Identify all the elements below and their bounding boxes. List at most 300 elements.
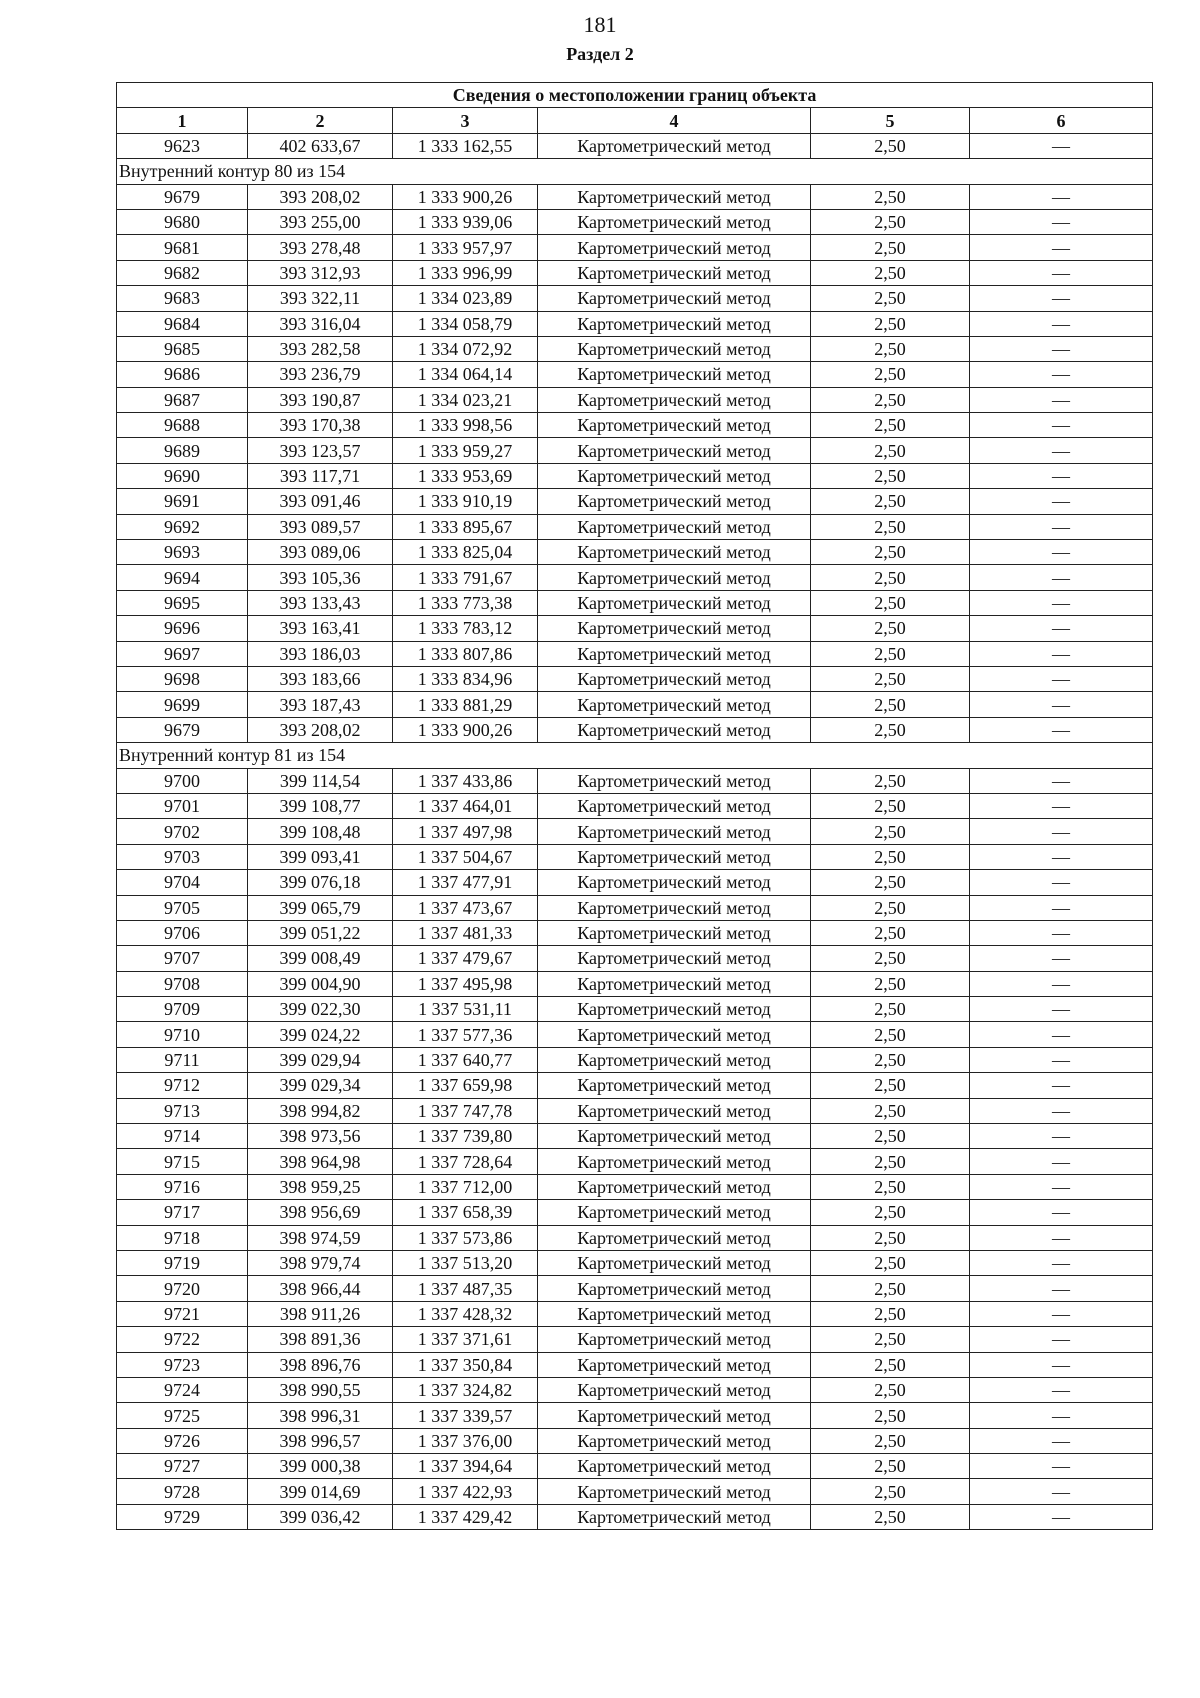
accuracy-cell: 2,50 [811, 540, 970, 565]
point-number-cell: 9701 [117, 793, 248, 818]
table-row [117, 1276, 1153, 1301]
description-cell: — [970, 1479, 1153, 1504]
point-number-cell: 9681 [117, 235, 248, 260]
table-row [117, 184, 1153, 209]
accuracy-cell: 2,50 [811, 463, 970, 488]
method-cell: Картометрический метод [538, 387, 811, 412]
table-row [117, 133, 1153, 158]
accuracy-cell: 2,50 [811, 1504, 970, 1529]
point-number-cell: 9679 [117, 184, 248, 209]
method-cell: Картометрический метод [538, 1047, 811, 1072]
table-row [117, 692, 1153, 717]
method-cell: Картометрический метод [538, 311, 811, 336]
table-row [117, 844, 1153, 869]
point-number-cell: 9706 [117, 920, 248, 945]
method-cell: Картометрический метод [538, 666, 811, 691]
method-cell: Картометрический метод [538, 819, 811, 844]
y-coordinate-cell: 1 337 573,86 [393, 1225, 538, 1250]
method-cell: Картометрический метод [538, 971, 811, 996]
table-row [117, 997, 1153, 1022]
y-coordinate-cell: 1 333 881,29 [393, 692, 538, 717]
table-row [117, 286, 1153, 311]
method-cell: Картометрический метод [538, 540, 811, 565]
description-cell: — [970, 1149, 1153, 1174]
description-cell: — [970, 1022, 1153, 1047]
table-row [117, 1403, 1153, 1428]
accuracy-cell: 2,50 [811, 1200, 970, 1225]
accuracy-cell: 2,50 [811, 1428, 970, 1453]
y-coordinate-cell: 1 337 479,67 [393, 946, 538, 971]
column-header: 1 [117, 108, 248, 133]
y-coordinate-cell: 1 337 513,20 [393, 1250, 538, 1275]
x-coordinate-cell: 393 278,48 [248, 235, 393, 260]
table-row [117, 1454, 1153, 1479]
description-cell: — [970, 590, 1153, 615]
point-number-cell: 9688 [117, 413, 248, 438]
table-row [117, 362, 1153, 387]
point-number-cell: 9725 [117, 1403, 248, 1428]
y-coordinate-cell: 1 337 504,67 [393, 844, 538, 869]
y-coordinate-cell: 1 334 058,79 [393, 311, 538, 336]
contour-label: Внутренний контур 80 из 154 [117, 159, 1153, 184]
accuracy-cell: 2,50 [811, 844, 970, 869]
column-header: 2 [248, 108, 393, 133]
description-cell: — [970, 133, 1153, 158]
method-cell: Картометрический метод [538, 616, 811, 641]
table-row [117, 1479, 1153, 1504]
accuracy-cell: 2,50 [811, 971, 970, 996]
point-number-cell: 9703 [117, 844, 248, 869]
x-coordinate-cell: 398 996,31 [248, 1403, 393, 1428]
accuracy-cell: 2,50 [811, 184, 970, 209]
page-number: 181 [583, 12, 617, 37]
description-cell: — [970, 1047, 1153, 1072]
description-cell: — [970, 336, 1153, 361]
y-coordinate-cell: 1 334 023,89 [393, 286, 538, 311]
description-cell: — [970, 1377, 1153, 1402]
y-coordinate-cell: 1 337 473,67 [393, 895, 538, 920]
table-row [117, 971, 1153, 996]
x-coordinate-cell: 393 236,79 [248, 362, 393, 387]
y-coordinate-cell: 1 337 429,42 [393, 1504, 538, 1529]
y-coordinate-cell: 1 337 350,84 [393, 1352, 538, 1377]
description-cell: — [970, 997, 1153, 1022]
x-coordinate-cell: 399 029,94 [248, 1047, 393, 1072]
table-body [117, 133, 1153, 1529]
x-coordinate-cell: 393 187,43 [248, 692, 393, 717]
x-coordinate-cell: 393 133,43 [248, 590, 393, 615]
description-cell: — [970, 540, 1153, 565]
accuracy-cell: 2,50 [811, 1098, 970, 1123]
section-title: Раздел 2 [566, 44, 634, 64]
method-cell: Картометрический метод [538, 1504, 811, 1529]
point-number-cell: 9713 [117, 1098, 248, 1123]
y-coordinate-cell: 1 337 477,91 [393, 870, 538, 895]
x-coordinate-cell: 398 896,76 [248, 1352, 393, 1377]
y-coordinate-cell: 1 333 825,04 [393, 540, 538, 565]
table-row [117, 489, 1153, 514]
method-cell: Картометрический метод [538, 336, 811, 361]
table-row [117, 260, 1153, 285]
method-cell: Картометрический метод [538, 1250, 811, 1275]
method-cell: Картометрический метод [538, 895, 811, 920]
contour-label: Внутренний контур 81 из 154 [117, 743, 1153, 768]
column-header: 6 [970, 108, 1153, 133]
description-cell: — [970, 413, 1153, 438]
table-row [117, 666, 1153, 691]
method-cell: Картометрический метод [538, 1174, 811, 1199]
accuracy-cell: 2,50 [811, 1352, 970, 1377]
x-coordinate-cell: 399 008,49 [248, 946, 393, 971]
description-cell: — [970, 489, 1153, 514]
description-cell: — [970, 819, 1153, 844]
description-cell: — [970, 1124, 1153, 1149]
method-cell: Картометрический метод [538, 1225, 811, 1250]
point-number-cell: 9686 [117, 362, 248, 387]
table-title: Сведения о местоположении границ объекта [117, 83, 1153, 108]
x-coordinate-cell: 399 108,48 [248, 819, 393, 844]
x-coordinate-cell: 398 994,82 [248, 1098, 393, 1123]
x-coordinate-cell: 398 996,57 [248, 1428, 393, 1453]
point-number-cell: 9722 [117, 1327, 248, 1352]
table-row [117, 768, 1153, 793]
y-coordinate-cell: 1 333 807,86 [393, 641, 538, 666]
point-number-cell: 9729 [117, 1504, 248, 1529]
x-coordinate-cell: 398 911,26 [248, 1301, 393, 1326]
table-row [117, 413, 1153, 438]
method-cell: Картометрический метод [538, 717, 811, 742]
table-row [117, 1098, 1153, 1123]
x-coordinate-cell: 398 956,69 [248, 1200, 393, 1225]
accuracy-cell: 2,50 [811, 946, 970, 971]
description-cell: — [970, 895, 1153, 920]
accuracy-cell: 2,50 [811, 666, 970, 691]
x-coordinate-cell: 399 004,90 [248, 971, 393, 996]
x-coordinate-cell: 399 000,38 [248, 1454, 393, 1479]
x-coordinate-cell: 393 190,87 [248, 387, 393, 412]
x-coordinate-cell: 398 973,56 [248, 1124, 393, 1149]
column-header: 5 [811, 108, 970, 133]
point-number-cell: 9689 [117, 438, 248, 463]
point-number-cell: 9716 [117, 1174, 248, 1199]
description-cell: — [970, 616, 1153, 641]
description-cell: — [970, 514, 1153, 539]
accuracy-cell: 2,50 [811, 1047, 970, 1072]
method-cell: Картометрический метод [538, 768, 811, 793]
method-cell: Картометрический метод [538, 1479, 811, 1504]
x-coordinate-cell: 399 051,22 [248, 920, 393, 945]
accuracy-cell: 2,50 [811, 870, 970, 895]
accuracy-cell: 2,50 [811, 438, 970, 463]
y-coordinate-cell: 1 337 428,32 [393, 1301, 538, 1326]
table-row [117, 819, 1153, 844]
point-number-cell: 9683 [117, 286, 248, 311]
table-row [117, 209, 1153, 234]
y-coordinate-cell: 1 334 072,92 [393, 336, 538, 361]
point-number-cell: 9690 [117, 463, 248, 488]
point-number-cell: 9696 [117, 616, 248, 641]
table-row [117, 311, 1153, 336]
column-header: 4 [538, 108, 811, 133]
table-row [117, 1352, 1153, 1377]
point-number-cell: 9692 [117, 514, 248, 539]
table-row [117, 870, 1153, 895]
x-coordinate-cell: 393 255,00 [248, 209, 393, 234]
y-coordinate-cell: 1 337 487,35 [393, 1276, 538, 1301]
method-cell: Картометрический метод [538, 209, 811, 234]
accuracy-cell: 2,50 [811, 1327, 970, 1352]
table-row [117, 1301, 1153, 1326]
x-coordinate-cell: 393 183,66 [248, 666, 393, 691]
table-row [117, 514, 1153, 539]
method-cell: Картометрический метод [538, 1403, 811, 1428]
y-coordinate-cell: 1 333 773,38 [393, 590, 538, 615]
description-cell: — [970, 971, 1153, 996]
table-row [117, 1225, 1153, 1250]
y-coordinate-cell: 1 333 895,67 [393, 514, 538, 539]
method-cell: Картометрический метод [538, 438, 811, 463]
y-coordinate-cell: 1 337 394,64 [393, 1454, 538, 1479]
method-cell: Картометрический метод [538, 1149, 811, 1174]
accuracy-cell: 2,50 [811, 260, 970, 285]
description-cell: — [970, 666, 1153, 691]
accuracy-cell: 2,50 [811, 616, 970, 641]
table-row [117, 793, 1153, 818]
table-row [117, 946, 1153, 971]
y-coordinate-cell: 1 333 783,12 [393, 616, 538, 641]
method-cell: Картометрический метод [538, 286, 811, 311]
table-row [117, 387, 1153, 412]
accuracy-cell: 2,50 [811, 209, 970, 234]
accuracy-cell: 2,50 [811, 514, 970, 539]
description-cell: — [970, 870, 1153, 895]
point-number-cell: 9718 [117, 1225, 248, 1250]
accuracy-cell: 2,50 [811, 1073, 970, 1098]
description-cell: — [970, 438, 1153, 463]
y-coordinate-cell: 1 333 957,97 [393, 235, 538, 260]
point-number-cell: 9726 [117, 1428, 248, 1453]
x-coordinate-cell: 398 979,74 [248, 1250, 393, 1275]
description-cell: — [970, 463, 1153, 488]
description-cell: — [970, 1098, 1153, 1123]
point-number-cell: 9705 [117, 895, 248, 920]
table-title-row [117, 83, 1153, 108]
table-row [117, 336, 1153, 361]
description-cell: — [970, 1403, 1153, 1428]
table-row [117, 1377, 1153, 1402]
y-coordinate-cell: 1 337 339,57 [393, 1403, 538, 1428]
table-row [117, 463, 1153, 488]
description-cell: — [970, 260, 1153, 285]
point-number-cell: 9697 [117, 641, 248, 666]
y-coordinate-cell: 1 337 739,80 [393, 1124, 538, 1149]
y-coordinate-cell: 1 337 464,01 [393, 793, 538, 818]
description-cell: — [970, 946, 1153, 971]
point-number-cell: 9707 [117, 946, 248, 971]
table-row [117, 616, 1153, 641]
method-cell: Картометрический метод [538, 946, 811, 971]
y-coordinate-cell: 1 337 577,36 [393, 1022, 538, 1047]
y-coordinate-cell: 1 333 791,67 [393, 565, 538, 590]
accuracy-cell: 2,50 [811, 641, 970, 666]
point-number-cell: 9680 [117, 209, 248, 234]
description-cell: — [970, 1200, 1153, 1225]
description-cell: — [970, 1504, 1153, 1529]
x-coordinate-cell: 393 186,03 [248, 641, 393, 666]
x-coordinate-cell: 393 282,58 [248, 336, 393, 361]
description-cell: — [970, 641, 1153, 666]
point-number-cell: 9709 [117, 997, 248, 1022]
accuracy-cell: 2,50 [811, 1403, 970, 1428]
point-number-cell: 9702 [117, 819, 248, 844]
point-number-cell: 9623 [117, 133, 248, 158]
y-coordinate-cell: 1 333 900,26 [393, 184, 538, 209]
table-row [117, 590, 1153, 615]
x-coordinate-cell: 399 093,41 [248, 844, 393, 869]
method-cell: Картометрический метод [538, 1200, 811, 1225]
method-cell: Картометрический метод [538, 1454, 811, 1479]
accuracy-cell: 2,50 [811, 1301, 970, 1326]
x-coordinate-cell: 393 316,04 [248, 311, 393, 336]
y-coordinate-cell: 1 333 900,26 [393, 717, 538, 742]
x-coordinate-cell: 399 022,30 [248, 997, 393, 1022]
y-coordinate-cell: 1 333 996,99 [393, 260, 538, 285]
x-coordinate-cell: 393 208,02 [248, 717, 393, 742]
point-number-cell: 9715 [117, 1149, 248, 1174]
x-coordinate-cell: 393 105,36 [248, 565, 393, 590]
y-coordinate-cell: 1 337 497,98 [393, 819, 538, 844]
accuracy-cell: 2,50 [811, 1022, 970, 1047]
x-coordinate-cell: 398 891,36 [248, 1327, 393, 1352]
table-row [117, 895, 1153, 920]
table-row [117, 565, 1153, 590]
table-row [117, 1250, 1153, 1275]
method-cell: Картометрический метод [538, 1022, 811, 1047]
accuracy-cell: 2,50 [811, 1377, 970, 1402]
table-row [117, 1149, 1153, 1174]
accuracy-cell: 2,50 [811, 819, 970, 844]
x-coordinate-cell: 393 208,02 [248, 184, 393, 209]
x-coordinate-cell: 399 014,69 [248, 1479, 393, 1504]
description-cell: — [970, 565, 1153, 590]
x-coordinate-cell: 398 990,55 [248, 1377, 393, 1402]
accuracy-cell: 2,50 [811, 311, 970, 336]
description-cell: — [970, 1276, 1153, 1301]
accuracy-cell: 2,50 [811, 997, 970, 1022]
point-number-cell: 9682 [117, 260, 248, 285]
y-coordinate-cell: 1 337 376,00 [393, 1428, 538, 1453]
accuracy-cell: 2,50 [811, 793, 970, 818]
accuracy-cell: 2,50 [811, 1250, 970, 1275]
description-cell: — [970, 717, 1153, 742]
description-cell: — [970, 920, 1153, 945]
description-cell: — [970, 1454, 1153, 1479]
method-cell: Картометрический метод [538, 920, 811, 945]
point-number-cell: 9710 [117, 1022, 248, 1047]
x-coordinate-cell: 402 633,67 [248, 133, 393, 158]
column-header: 3 [393, 108, 538, 133]
table-row [117, 1428, 1153, 1453]
description-cell: — [970, 1174, 1153, 1199]
point-number-cell: 9698 [117, 666, 248, 691]
description-cell: — [970, 844, 1153, 869]
x-coordinate-cell: 393 089,57 [248, 514, 393, 539]
y-coordinate-cell: 1 337 659,98 [393, 1073, 538, 1098]
accuracy-cell: 2,50 [811, 133, 970, 158]
method-cell: Картометрический метод [538, 844, 811, 869]
accuracy-cell: 2,50 [811, 920, 970, 945]
table-row [117, 641, 1153, 666]
accuracy-cell: 2,50 [811, 692, 970, 717]
method-cell: Картометрический метод [538, 997, 811, 1022]
description-cell: — [970, 362, 1153, 387]
x-coordinate-cell: 399 065,79 [248, 895, 393, 920]
y-coordinate-cell: 1 337 531,11 [393, 997, 538, 1022]
x-coordinate-cell: 399 076,18 [248, 870, 393, 895]
method-cell: Картометрический метод [538, 1301, 811, 1326]
method-cell: Картометрический метод [538, 1352, 811, 1377]
point-number-cell: 9717 [117, 1200, 248, 1225]
accuracy-cell: 2,50 [811, 590, 970, 615]
description-cell: — [970, 184, 1153, 209]
y-coordinate-cell: 1 333 910,19 [393, 489, 538, 514]
y-coordinate-cell: 1 333 834,96 [393, 666, 538, 691]
accuracy-cell: 2,50 [811, 1149, 970, 1174]
y-coordinate-cell: 1 337 712,00 [393, 1174, 538, 1199]
description-cell: — [970, 311, 1153, 336]
table-row [117, 1200, 1153, 1225]
accuracy-cell: 2,50 [811, 235, 970, 260]
y-coordinate-cell: 1 337 481,33 [393, 920, 538, 945]
method-cell: Картометрический метод [538, 1327, 811, 1352]
x-coordinate-cell: 393 091,46 [248, 489, 393, 514]
accuracy-cell: 2,50 [811, 768, 970, 793]
x-coordinate-cell: 398 966,44 [248, 1276, 393, 1301]
accuracy-cell: 2,50 [811, 565, 970, 590]
x-coordinate-cell: 393 089,06 [248, 540, 393, 565]
description-cell: — [970, 286, 1153, 311]
description-cell: — [970, 209, 1153, 234]
point-number-cell: 9708 [117, 971, 248, 996]
accuracy-cell: 2,50 [811, 362, 970, 387]
accuracy-cell: 2,50 [811, 717, 970, 742]
x-coordinate-cell: 398 974,59 [248, 1225, 393, 1250]
y-coordinate-cell: 1 337 371,61 [393, 1327, 538, 1352]
y-coordinate-cell: 1 337 495,98 [393, 971, 538, 996]
description-cell: — [970, 1250, 1153, 1275]
method-cell: Картометрический метод [538, 1377, 811, 1402]
accuracy-cell: 2,50 [811, 895, 970, 920]
contour-header-row [117, 743, 1153, 768]
method-cell: Картометрический метод [538, 489, 811, 514]
table-row [117, 1022, 1153, 1047]
method-cell: Картометрический метод [538, 514, 811, 539]
x-coordinate-cell: 393 322,11 [248, 286, 393, 311]
table-row [117, 1174, 1153, 1199]
description-cell: — [970, 1352, 1153, 1377]
x-coordinate-cell: 399 114,54 [248, 768, 393, 793]
method-cell: Картометрический метод [538, 793, 811, 818]
accuracy-cell: 2,50 [811, 336, 970, 361]
y-coordinate-cell: 1 337 422,93 [393, 1479, 538, 1504]
accuracy-cell: 2,50 [811, 1479, 970, 1504]
y-coordinate-cell: 1 337 324,82 [393, 1377, 538, 1402]
point-number-cell: 9724 [117, 1377, 248, 1402]
boundary-coordinates-table [116, 82, 1153, 1530]
point-number-cell: 9691 [117, 489, 248, 514]
point-number-cell: 9693 [117, 540, 248, 565]
y-coordinate-cell: 1 333 939,06 [393, 209, 538, 234]
